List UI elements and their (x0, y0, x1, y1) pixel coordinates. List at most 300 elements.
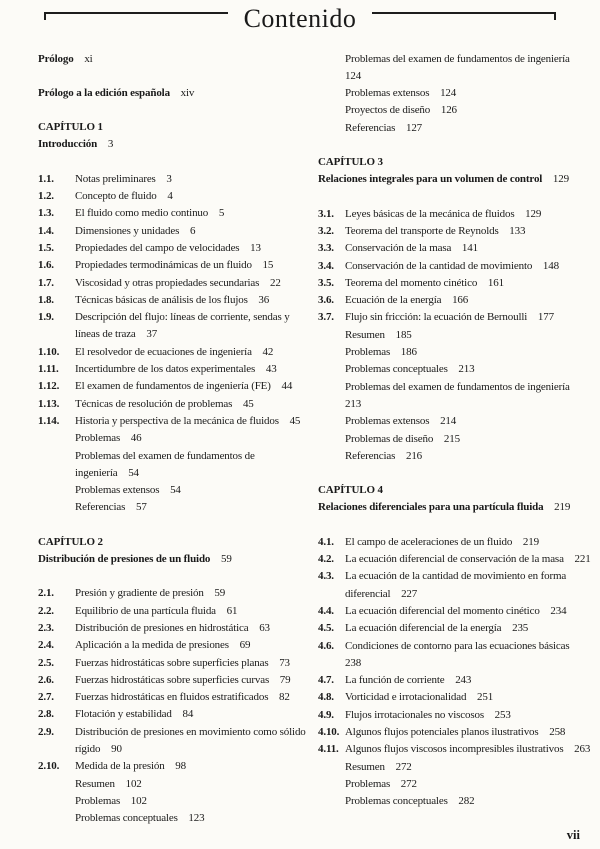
toc-entry (38, 396, 306, 413)
entry-page: 272 (395, 760, 412, 773)
entry-title: Problemas (345, 346, 391, 359)
entry-text (75, 275, 306, 292)
toc-entry (318, 275, 592, 292)
toc-entry (38, 430, 306, 447)
chapter-page: 219 (554, 501, 571, 514)
entry-page: 61 (226, 604, 238, 617)
entry-title: Leyes básicas de la mecánica de fluidos (345, 207, 515, 220)
entry-title: Referencias (345, 449, 396, 462)
entry-title: La ecuación diferencial de la energía (345, 622, 502, 635)
section-number: 3.6. (318, 294, 334, 307)
section-number: 1.11. (38, 363, 59, 376)
entry-title: Equilibrio de una partícula fluida (75, 604, 216, 617)
chapter-page: 3 (107, 138, 114, 151)
entry-title: Algunos flujos potenciales planos ilustrativos (345, 725, 539, 738)
title-rule-left (44, 12, 228, 20)
entry-page: 124 (440, 87, 457, 100)
front-matter-entry (38, 51, 306, 68)
entry-title: Medida de la presión (75, 760, 165, 773)
entry-page: 251 (477, 691, 494, 704)
entry-page: 13 (250, 241, 261, 254)
entry-page: 129 (525, 207, 542, 220)
toc-entry (318, 223, 592, 240)
entry-page: 63 (259, 621, 270, 634)
section-number: 2.7. (38, 691, 54, 704)
toc-entry (38, 378, 306, 395)
chapter-block (38, 534, 306, 828)
section-number: 2.1. (38, 587, 54, 600)
entry-title: La ecuación de la cantidad de movimiento en forma diferencial (345, 570, 567, 600)
entry-page: 54 (128, 466, 139, 479)
section-number: 3.5. (318, 276, 334, 289)
entry-text (345, 431, 592, 448)
toc-entry (318, 102, 592, 119)
entry-title: Vorticidad e irrotacionalidad (345, 691, 467, 704)
page-header (0, 0, 600, 34)
entry-title: Historia y perspectiva de la mecánica de fluidos (75, 414, 279, 427)
chapter-block (38, 119, 306, 517)
section-number: 4.2. (318, 553, 334, 566)
entry-text (75, 499, 306, 516)
entry-page: 234 (550, 604, 567, 617)
section-number: 4.6. (318, 639, 334, 652)
section-number: 4.7. (318, 674, 334, 687)
entry-text (75, 344, 306, 361)
entry-text (345, 534, 592, 551)
section-number: 2.2. (38, 604, 54, 617)
entry-title: El fluido como medio continuo (75, 207, 209, 220)
section-number: 4.3. (318, 570, 334, 583)
entry-title: El examen de fundamentos de ingeniería (FE) (75, 380, 271, 393)
entry-text (345, 603, 592, 620)
toc-entry (318, 759, 592, 776)
entry-text (75, 672, 306, 689)
entry-page: 15 (262, 259, 274, 272)
entry-page: 73 (279, 656, 290, 669)
toc-entry (318, 292, 592, 309)
entry-page: xi (84, 52, 93, 65)
entry-page: 37 (146, 328, 158, 341)
title-rule-right (372, 12, 556, 20)
entry-page: 22 (269, 276, 281, 289)
entry-text (75, 205, 306, 222)
entry-title: Resumen (345, 760, 385, 773)
entry-title: Prólogo a la edición española (38, 86, 170, 99)
entry-text (345, 793, 592, 810)
entry-title: Problemas extensos (75, 484, 160, 497)
entry-page: 4 (167, 190, 173, 203)
entry-title: Problemas (75, 794, 121, 807)
entry-title: La función de corriente (345, 674, 445, 687)
entry-page: 243 (455, 674, 472, 687)
entry-title: Problemas extensos (345, 415, 430, 428)
toc-entry (318, 638, 592, 673)
entry-title: Flujo sin fricción: la ecuación de Bernoulli (345, 311, 528, 324)
entry-page: 219 (522, 535, 539, 548)
section-number: 4.9. (318, 708, 334, 721)
entry-text (75, 776, 306, 793)
toc-entry (318, 240, 592, 257)
entry-text (75, 309, 306, 344)
chapter-heading (318, 154, 592, 189)
entry-text (75, 188, 306, 205)
section-number: 1.13. (38, 397, 60, 410)
entry-title: Presión y gradiente de presión (75, 587, 204, 600)
toc-entry (318, 413, 592, 430)
entry-page: 6 (189, 224, 196, 237)
entry-text (75, 620, 306, 637)
entry-page: 79 (279, 673, 291, 686)
toc-entry (38, 205, 306, 222)
toc-entry (38, 482, 306, 499)
entry-page: 69 (239, 639, 251, 652)
entry-text (345, 292, 592, 309)
entry-text (75, 758, 306, 775)
toc-entry (38, 724, 306, 759)
toc-entry (38, 309, 306, 344)
entry-text (345, 448, 592, 465)
section-number: 3.4. (318, 259, 334, 272)
toc-entry (318, 448, 592, 465)
entry-page: 43 (265, 363, 277, 376)
entry-title: Descripción del flujo: líneas de corriente, sendas y líneas de traza (75, 311, 290, 341)
toc-entry (38, 810, 306, 827)
entry-text (345, 620, 592, 637)
entry-page: 235 (512, 622, 529, 635)
entry-text (345, 638, 592, 673)
toc-entry (318, 793, 592, 810)
entry-page: xiv (180, 86, 195, 99)
entry-title: Conservación de la masa (345, 242, 452, 255)
chapter-block (318, 482, 592, 810)
entry-page: 263 (574, 743, 591, 756)
section-number: 1.3. (38, 207, 54, 220)
entry-page: 213 (345, 397, 362, 410)
chapter-page: 129 (552, 173, 569, 186)
section-number: 3.3. (318, 242, 334, 255)
toc-entry (38, 344, 306, 361)
entry-page: 214 (440, 415, 457, 428)
entry-title: Problemas conceptuales (75, 812, 178, 825)
entry-page: 36 (258, 293, 270, 306)
entry-title: La ecuación diferencial del momento cinético (345, 604, 540, 617)
toc-entry (318, 724, 592, 741)
entry-title: Flotación y estabilidad (75, 708, 172, 721)
entry-page: 227 (401, 587, 418, 600)
toc-columns (0, 34, 600, 845)
entry-title: Ecuación de la energía (345, 294, 442, 307)
entry-title: Propiedades del campo de velocidades (75, 241, 240, 254)
entry-page: 253 (494, 708, 511, 721)
chapter-title-text: Relaciones diferenciales para una partícula fluida (318, 501, 544, 514)
entry-text (345, 275, 592, 292)
section-number: 3.1. (318, 207, 334, 220)
entry-page: 42 (262, 345, 274, 358)
toc-entry (318, 361, 592, 378)
chapter-page: 59 (220, 553, 232, 566)
entry-text (345, 344, 592, 361)
chapter-heading (38, 534, 306, 569)
chapter-title (318, 499, 592, 516)
entry-text (345, 379, 592, 414)
entry-title: Fuerzas hidrostáticas en fluidos estratificados (75, 691, 269, 704)
entry-text (345, 413, 592, 430)
toc-entry (38, 776, 306, 793)
section-number: 1.7. (38, 276, 54, 289)
toc-entry (38, 706, 306, 723)
entry-page: 84 (182, 708, 194, 721)
entry-page: 5 (218, 207, 225, 220)
continuation-block (318, 51, 592, 137)
entry-text (345, 361, 592, 378)
entry-title: Problemas de diseño (345, 432, 434, 445)
entry-text (345, 223, 592, 240)
entry-page: 45 (289, 414, 301, 427)
entry-page: 98 (175, 760, 186, 773)
entry-text (75, 810, 306, 827)
entry-page: 133 (509, 224, 526, 237)
entry-text (75, 292, 306, 309)
entry-title: Problemas del examen de fundamentos de ingeniería (345, 380, 570, 393)
entry-page: 46 (130, 432, 142, 445)
toc-entry (318, 309, 592, 326)
entry-title: Técnicas de resolución de problemas (75, 397, 233, 410)
entry-text (75, 240, 306, 257)
entry-page: 59 (214, 587, 226, 600)
entry-page: 102 (125, 777, 142, 790)
entry-page: 102 (130, 794, 147, 807)
entry-text (345, 759, 592, 776)
section-number: 3.7. (318, 311, 334, 324)
entry-title: Conservación de la cantidad de movimiento (345, 259, 533, 272)
toc-entry (318, 672, 592, 689)
entry-page: 124 (345, 69, 362, 82)
entry-text (75, 689, 306, 706)
entry-page: 238 (345, 656, 362, 669)
section-number: 1.9. (38, 311, 54, 324)
entry-title: Condiciones de contorno para las ecuaciones básicas (345, 639, 570, 652)
chapter-label: CAPÍTULO 4 (318, 484, 383, 497)
entry-page: 221 (574, 553, 591, 566)
entry-title: Fuerzas hidrostáticas sobre superficies curvas (75, 673, 270, 686)
entry-text (345, 551, 592, 568)
entry-text (75, 724, 306, 759)
entry-title: Concepto de fluido (75, 190, 157, 203)
toc-entry (38, 689, 306, 706)
entry-text (75, 603, 306, 620)
entry-page: 186 (400, 346, 417, 359)
chapter-label: CAPÍTULO 1 (38, 121, 103, 134)
entry-title: Prólogo (38, 52, 74, 65)
toc-entry (38, 413, 306, 430)
entry-page: 57 (135, 501, 147, 514)
entry-title: Referencias (345, 121, 396, 134)
section-number: 3.2. (318, 224, 334, 237)
entry-title: Distribución de presiones en hidrostática (75, 621, 249, 634)
chapter-block (318, 154, 592, 465)
entry-text (75, 223, 306, 240)
chapter-title-text: Introducción (38, 138, 98, 151)
entry-text (75, 448, 306, 483)
chapter-title-text: Relaciones integrales para un volumen de control (318, 173, 543, 186)
entry-text (75, 482, 306, 499)
section-number: 1.1. (38, 172, 54, 185)
toc-entry (38, 223, 306, 240)
entry-text (345, 85, 592, 102)
entry-text (345, 689, 592, 706)
front-matter-entry (38, 85, 306, 102)
entry-text (345, 102, 592, 119)
entry-text (75, 793, 306, 810)
entry-page: 272 (400, 777, 417, 790)
folio-page-number: vii (566, 828, 580, 842)
entry-text (345, 672, 592, 689)
section-number: 1.14. (38, 414, 60, 427)
toc-entry (38, 188, 306, 205)
entry-text (75, 257, 306, 274)
toc-entry (318, 603, 592, 620)
chapter-heading (318, 482, 592, 517)
toc-entry (318, 51, 592, 86)
section-number: 4.4. (318, 604, 334, 617)
section-number: 2.9. (38, 725, 54, 738)
entry-title: Algunos flujos viscosos incompresibles ilustrativos (345, 743, 564, 756)
entry-page: 54 (170, 484, 181, 497)
entry-page: 258 (549, 725, 566, 738)
entry-title: Técnicas básicas de análisis de los flujos (75, 293, 248, 306)
section-number: 4.10. (318, 725, 340, 738)
entry-page: 148 (542, 259, 559, 272)
section-number: 2.8. (38, 708, 54, 721)
toc-entry (38, 603, 306, 620)
entry-text (75, 585, 306, 602)
entry-title: Viscosidad y otras propiedades secundarias (75, 276, 260, 289)
entry-text (345, 240, 592, 257)
toc-entry (318, 534, 592, 551)
entry-title: Proyectos de diseño (345, 104, 431, 117)
entry-title: Problemas conceptuales (345, 795, 448, 808)
toc-entry (38, 171, 306, 188)
toc-entry (318, 689, 592, 706)
section-number: 4.5. (318, 622, 334, 635)
entry-page: 82 (279, 691, 290, 704)
entry-text (345, 707, 592, 724)
toc-entry (318, 707, 592, 724)
entry-title: Incertidumbre de los datos experimentales (75, 363, 256, 376)
entry-page: 3 (166, 172, 172, 185)
section-number: 2.10. (38, 760, 60, 773)
page-title: Contenido (243, 4, 357, 33)
chapter-label: CAPÍTULO 3 (318, 156, 383, 169)
toc-entry (38, 620, 306, 637)
toc-entry (38, 240, 306, 257)
entry-page: 44 (281, 380, 293, 393)
section-number: 4.11. (318, 743, 339, 756)
toc-column-left (38, 51, 306, 845)
entry-text (75, 430, 306, 447)
toc-entry (38, 361, 306, 378)
front-matter-block (38, 51, 306, 103)
section-number: 2.5. (38, 656, 54, 669)
toc-entry (38, 275, 306, 292)
entry-text (345, 724, 592, 741)
entry-title: Problemas del examen de fundamentos de ingeniería (75, 449, 255, 479)
entry-page: 215 (443, 432, 460, 445)
entry-title: Resumen (345, 328, 385, 341)
toc-entry (38, 637, 306, 654)
section-number: 1.5. (38, 241, 54, 254)
entry-text (345, 51, 592, 86)
entry-page: 45 (242, 397, 254, 410)
section-number: 1.4. (38, 224, 54, 237)
section-number: 2.3. (38, 621, 54, 634)
entry-text (345, 327, 592, 344)
entry-title: Aplicación a la medida de presiones (75, 639, 229, 652)
toc-entry (318, 620, 592, 637)
entry-text (345, 741, 592, 758)
entry-page: 166 (452, 294, 469, 307)
entry-title: La ecuación diferencial de conservación de la masa (345, 553, 564, 566)
toc-entry (38, 793, 306, 810)
toc-entry (318, 120, 592, 137)
entry-title: Teorema del transporte de Reynolds (345, 224, 499, 237)
section-number: 1.12. (38, 380, 60, 393)
entry-page: 177 (537, 311, 554, 324)
toc-entry (318, 206, 592, 223)
chapter-heading (38, 119, 306, 154)
entry-title: Problemas conceptuales (345, 363, 448, 376)
toc-entry (318, 776, 592, 793)
toc-entry (318, 85, 592, 102)
chapter-title-text: Distribución de presiones de un fluido (38, 553, 211, 566)
chapter-label: CAPÍTULO 2 (38, 535, 103, 548)
entry-page: 90 (111, 742, 122, 755)
toc-entry (318, 379, 592, 414)
entry-page: 282 (458, 795, 475, 808)
section-number: 2.6. (38, 673, 54, 686)
toc-column-right (318, 51, 592, 845)
section-number: 2.4. (38, 639, 54, 652)
entry-page: 141 (461, 242, 478, 255)
section-number: 4.1. (318, 535, 334, 548)
toc-entry (38, 448, 306, 483)
entry-text (75, 655, 306, 672)
toc-entry (38, 257, 306, 274)
entry-title: El campo de aceleraciones de un fluido (345, 535, 513, 548)
entry-text (345, 258, 592, 275)
entry-page: 126 (440, 104, 457, 117)
toc-entry (318, 344, 592, 361)
toc-entry (38, 499, 306, 516)
section-number: 1.10. (38, 345, 60, 358)
entry-title: Notas preliminares (75, 172, 156, 185)
toc-entry (318, 568, 592, 603)
toc-entry (318, 258, 592, 275)
toc-entry (38, 655, 306, 672)
entry-page: 123 (188, 812, 205, 825)
entry-text (75, 171, 306, 188)
entry-text (345, 309, 592, 326)
entry-text (345, 568, 592, 603)
entry-text (75, 637, 306, 654)
toc-entry (318, 431, 592, 448)
chapter-title (38, 136, 306, 153)
entry-text (75, 706, 306, 723)
entry-title: Problemas (345, 777, 391, 790)
entry-text (345, 120, 592, 137)
entry-title: Referencias (75, 501, 126, 514)
entry-page: 213 (458, 363, 475, 376)
